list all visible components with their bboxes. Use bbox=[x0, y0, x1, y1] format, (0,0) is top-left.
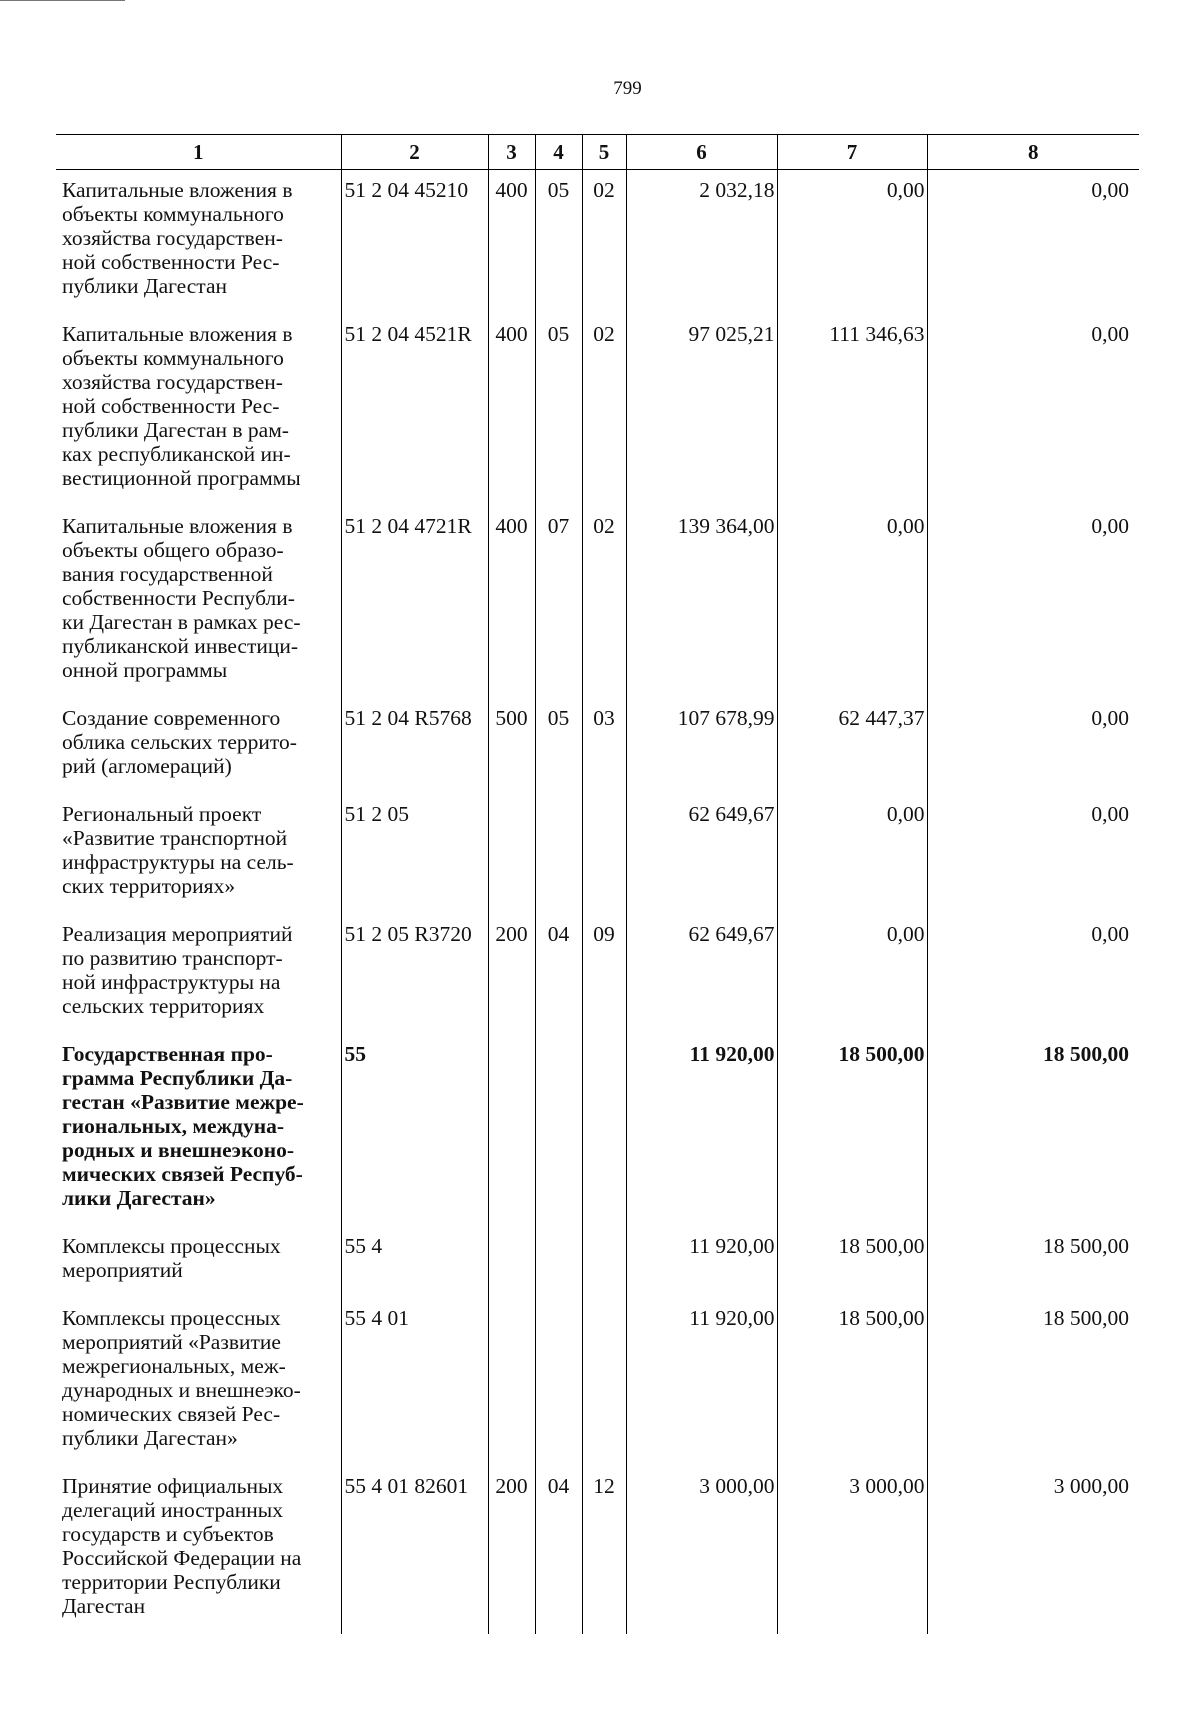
row-value-col6: 11 920,00 bbox=[626, 1298, 777, 1466]
row-col3-cell: 500 bbox=[488, 698, 535, 794]
row-col3-cell: 400 bbox=[488, 506, 535, 698]
row-col4-cell bbox=[535, 1226, 582, 1298]
row-value-col6: 2 032,18 bbox=[626, 170, 777, 315]
table-row bbox=[56, 1034, 1139, 1226]
row-col3-cell bbox=[488, 1226, 535, 1298]
row-value-col8: 18 500,00 bbox=[927, 1298, 1139, 1466]
row-name-cell: Комплексы процессных мероприятий bbox=[62, 1234, 281, 1282]
table-row bbox=[56, 1226, 1139, 1298]
page-number: 799 bbox=[613, 78, 642, 99]
row-name-cell: Государственная про- грамма Республики Да- гестан «Развитие межре- гиональных, междуна- родных и внешнеэконо- мических связей Респуб- лики Дагестан» bbox=[62, 1042, 304, 1210]
row-col4-cell bbox=[535, 1298, 582, 1466]
column-header: 8 bbox=[927, 135, 1139, 170]
row-col5-cell: 02 bbox=[582, 314, 626, 506]
row-col5-cell bbox=[582, 1226, 626, 1298]
row-value-col7: 0,00 bbox=[777, 914, 927, 1034]
row-col4-cell: 04 bbox=[535, 1466, 582, 1634]
budget-table bbox=[56, 134, 1139, 1634]
row-value-col8: 0,00 bbox=[927, 506, 1139, 698]
row-value-col6: 97 025,21 bbox=[626, 314, 777, 506]
row-value-col6: 3 000,00 bbox=[626, 1466, 777, 1634]
row-col3-cell: 200 bbox=[488, 1466, 535, 1634]
column-header: 2 bbox=[341, 135, 488, 170]
row-value-col8: 0,00 bbox=[927, 698, 1139, 794]
row-col5-cell: 09 bbox=[582, 914, 626, 1034]
row-value-col8: 18 500,00 bbox=[927, 1226, 1139, 1298]
table-header-row bbox=[56, 135, 1139, 170]
row-col3-cell: 400 bbox=[488, 314, 535, 506]
row-col4-cell bbox=[535, 1034, 582, 1226]
column-header: 4 bbox=[535, 135, 582, 170]
row-value-col8: 0,00 bbox=[927, 794, 1139, 914]
row-name-cell: Капитальные вложения в объекты коммунального хозяйства государствен- ной собственности Рес- публики Дагестан в рам- ках республиканской ин- вестиционной программы bbox=[62, 322, 301, 490]
table-row bbox=[56, 506, 1139, 698]
row-name-cell: Принятие официальных делегаций иностранных государств и субъектов Российской Федерации на территории Республики Дагестан bbox=[62, 1474, 302, 1618]
column-header: 1 bbox=[56, 135, 341, 170]
column-header: 5 bbox=[582, 135, 626, 170]
row-value-col8: 3 000,00 bbox=[927, 1466, 1139, 1634]
row-col3-cell bbox=[488, 794, 535, 914]
row-col3-cell: 200 bbox=[488, 914, 535, 1034]
row-value-col7: 0,00 bbox=[777, 506, 927, 698]
row-col5-cell: 12 bbox=[582, 1466, 626, 1634]
row-col5-cell: 02 bbox=[582, 170, 626, 315]
row-col4-cell bbox=[535, 794, 582, 914]
row-value-col8: 0,00 bbox=[927, 170, 1139, 315]
row-value-col7: 62 447,37 bbox=[777, 698, 927, 794]
row-name-cell: Региональный проект «Развитие транспортной инфраструктуры на сель- ских территориях» bbox=[62, 802, 294, 898]
row-name-cell: Капитальные вложения в объекты общего образо- вания государственной собственности Республи- ки Дагестан в рамках рес- публиканской инвестици- онной программы bbox=[62, 514, 301, 682]
row-value-col7: 18 500,00 bbox=[777, 1034, 927, 1226]
row-code-cell: 51 2 04 45210 bbox=[341, 170, 488, 315]
row-col4-cell: 05 bbox=[535, 314, 582, 506]
row-value-col6: 107 678,99 bbox=[626, 698, 777, 794]
row-value-col6: 11 920,00 bbox=[626, 1226, 777, 1298]
row-name-cell: Реализация мероприятий по развитию транспорт- ной инфраструктуры на сельских территориях bbox=[62, 922, 293, 1018]
row-value-col6: 11 920,00 bbox=[626, 1034, 777, 1226]
table-row bbox=[56, 794, 1139, 914]
row-col5-cell: 03 bbox=[582, 698, 626, 794]
scan-edge-mark bbox=[0, 0, 125, 1]
row-col4-cell: 05 bbox=[535, 698, 582, 794]
row-col5-cell bbox=[582, 1298, 626, 1466]
row-value-col8: 0,00 bbox=[927, 914, 1139, 1034]
row-code-cell: 55 4 01 82601 bbox=[341, 1466, 488, 1634]
row-code-cell: 55 4 01 bbox=[341, 1298, 488, 1466]
row-value-col8: 18 500,00 bbox=[927, 1034, 1139, 1226]
table-row bbox=[56, 170, 1139, 315]
row-value-col6: 139 364,00 bbox=[626, 506, 777, 698]
table-row bbox=[56, 1466, 1139, 1634]
row-code-cell: 55 4 bbox=[341, 1226, 488, 1298]
row-code-cell: 51 2 05 bbox=[341, 794, 488, 914]
row-value-col6: 62 649,67 bbox=[626, 914, 777, 1034]
row-col3-cell: 400 bbox=[488, 170, 535, 315]
row-col3-cell bbox=[488, 1298, 535, 1466]
table-row bbox=[56, 914, 1139, 1034]
row-code-cell: 55 bbox=[341, 1034, 488, 1226]
row-name-cell: Создание современного облика сельских террито- рий (агломераций) bbox=[62, 706, 297, 778]
row-col5-cell: 02 bbox=[582, 506, 626, 698]
row-code-cell: 51 2 04 4521R bbox=[341, 314, 488, 506]
row-col5-cell bbox=[582, 1034, 626, 1226]
row-value-col6: 62 649,67 bbox=[626, 794, 777, 914]
row-col5-cell bbox=[582, 794, 626, 914]
row-value-col7: 18 500,00 bbox=[777, 1226, 927, 1298]
column-header: 7 bbox=[777, 135, 927, 170]
row-code-cell: 51 2 04 4721R bbox=[341, 506, 488, 698]
row-code-cell: 51 2 05 R3720 bbox=[341, 914, 488, 1034]
column-header: 3 bbox=[488, 135, 535, 170]
row-value-col7: 18 500,00 bbox=[777, 1298, 927, 1466]
row-col3-cell bbox=[488, 1034, 535, 1226]
row-value-col7: 3 000,00 bbox=[777, 1466, 927, 1634]
column-header: 6 bbox=[626, 135, 777, 170]
row-name-cell: Капитальные вложения в объекты коммунального хозяйства государствен- ной собственности Рес- публики Дагестан bbox=[62, 178, 293, 298]
row-col4-cell: 07 bbox=[535, 506, 582, 698]
table-row bbox=[56, 698, 1139, 794]
row-code-cell: 51 2 04 R5768 bbox=[341, 698, 488, 794]
row-value-col7: 0,00 bbox=[777, 170, 927, 315]
row-value-col8: 0,00 bbox=[927, 314, 1139, 506]
row-value-col7: 111 346,63 bbox=[777, 314, 927, 506]
table-row bbox=[56, 314, 1139, 506]
row-name-cell: Комплексы процессных мероприятий «Развитие межрегиональных, меж- дународных и внешнеэко- номических связей Рес- публики Дагестан» bbox=[62, 1306, 301, 1450]
row-col4-cell: 05 bbox=[535, 170, 582, 315]
row-col4-cell: 04 bbox=[535, 914, 582, 1034]
row-value-col7: 0,00 bbox=[777, 794, 927, 914]
table-row bbox=[56, 1298, 1139, 1466]
